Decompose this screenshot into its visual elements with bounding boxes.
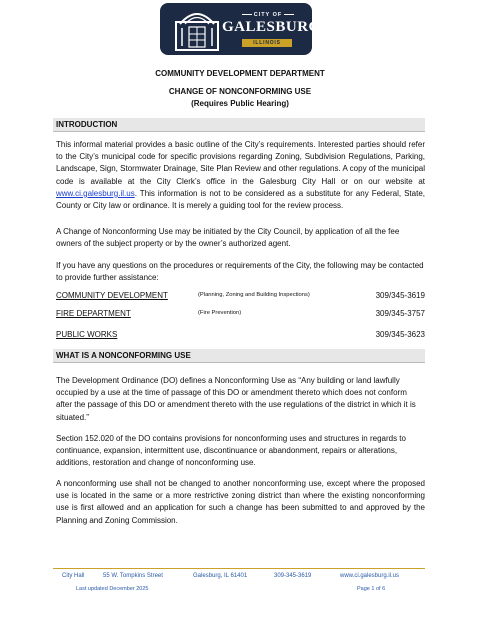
footer-last-updated: Last updated December 2025 [76, 586, 149, 592]
website-link[interactable]: www.ci.galesburg.il.us [56, 188, 135, 198]
contact-phone: 309/345-3619 [375, 291, 425, 300]
footer-address: 55 W. Tompkins Street [103, 573, 163, 579]
nonconforming-paragraph-2: Section 152.020 of the DO contains provisions for nonconforming uses and structures in regards to continuance, expansion, intermittent use, discontinuance or abandonment, repairs or alterations, additions, restoration and change of nonconforming use. [56, 434, 406, 468]
footer-divider [53, 568, 425, 569]
contact-row [56, 330, 425, 342]
footer-city: Galesburg, IL 61401 [193, 573, 248, 579]
contact-note: (Planning, Zoning and Building Inspections) [198, 292, 310, 298]
contact-phone: 309/345-3757 [375, 309, 425, 318]
contact-name: FIRE DEPARTMENT [56, 309, 131, 318]
footer-website[interactable]: www.ci.galesburg.il.us [340, 573, 400, 579]
intro-paragraph-2: A Change of Nonconforming Use may be initiated by the City Council, by application of all the fee owners of the subject property or by the owner’s authorized agent. [56, 227, 400, 249]
intro-paragraph-1 [56, 139, 425, 212]
contact-row [56, 291, 425, 303]
nonconforming-paragraph-3: A nonconforming use shall not be changed to another nonconforming use, except where the proposed use is located in the same or a more restrictive zoning district than where the existing nonconforming use is first allowed and an application for such a change has been submitted to and approved by the Planning and Zoning Commission. [56, 479, 425, 525]
intro-paragraph-1-text-end: . This information is not to be considered as a substitute for any Federal, State, County or City law or ordinance. It is merely a guiding tool for the review process. [56, 188, 425, 211]
contact-name: PUBLIC WORKS [56, 330, 118, 339]
galesburg-logo [160, 3, 321, 55]
contact-name: COMMUNITY DEVELOPMENT [56, 291, 168, 300]
document-subtitle: (Requires Public Hearing) [191, 99, 289, 108]
section-heading-introduction: INTRODUCTION [53, 118, 425, 132]
footer-phone: 309-345-3619 [274, 573, 312, 579]
intro-paragraph-3: If you have any questions on the procedures or requirements of the City, the following may be contacted to provide further assistance: [56, 261, 424, 283]
logo-city-name: GALESBURG [222, 19, 321, 35]
contact-note: (Fire Prevention) [198, 310, 242, 316]
nonconforming-paragraph-1: The Development Ordinance (DO) defines a Nonconforming Use as “Any building or land lawfully occupied by a use at the time of passage of this DO or amendment thereto which does not conform after the passage of this DO or amendment thereto with the use regulations of the district in which it is situated.” [56, 376, 416, 422]
document-title: CHANGE OF NONCONFORMING USE [168, 87, 312, 96]
contact-row [56, 309, 425, 321]
logo-state-banner: ILLINOIS [242, 39, 292, 47]
footer-page-number: Page 1 of 6 [357, 586, 386, 592]
logo-city-of: CITY OF [234, 12, 302, 18]
section-heading-nonconforming-use: WHAT IS A NONCONFORMING USE [53, 349, 425, 363]
department-heading: COMMUNITY DEVELOPMENT DEPARTMENT [155, 69, 325, 78]
footer-city-hall: City Hall [62, 573, 85, 579]
intro-paragraph-1-text: This informal material provides a basic outline of the City’s requirements. Interested parties should refer to the City’s municipal code for specific provisions regarding Zoning, Subdivision Regulations, Parking, Landscape, Sign, Stormwater Drainage, Site Plan Review and other regulations. A copy of the municipal code is available at the City Clerk’s office in the Galesburg City Hall or on our website at [56, 140, 425, 186]
contact-phone: 309/345-3623 [375, 330, 425, 339]
city-hall-building-icon [174, 8, 220, 52]
